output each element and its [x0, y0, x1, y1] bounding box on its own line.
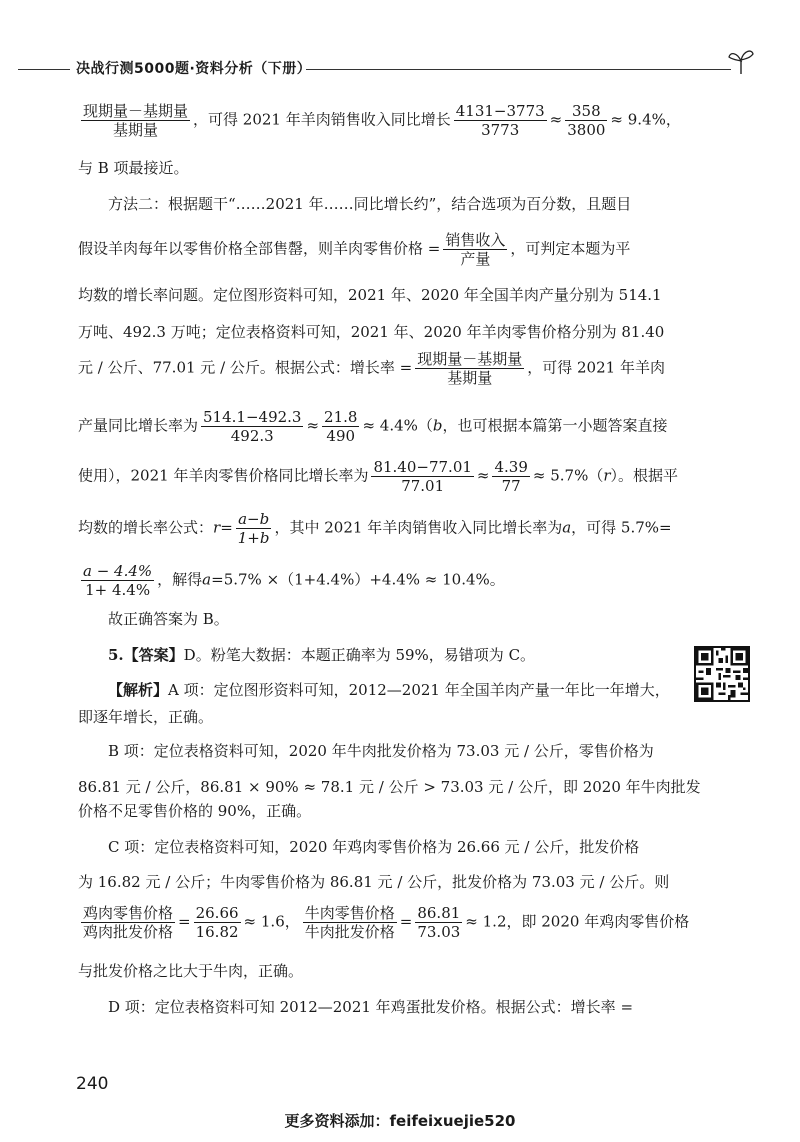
line-19: C 项：定位表格资料可知，2020 年鸡肉零售价格为 26.66 元 / 公斤，批发价格: [108, 838, 640, 856]
line-11: $\frac{a - 4.4\%}{1+ 4.4\%}$ ，解得a=5.7% ×（1+4.4%）+4.4% ≈ 10.4%。: [83, 562, 505, 599]
formula-growth-rate: $\frac{\text{现期量－基期量}}{\text{基期量}}$: [83, 102, 189, 139]
line-3: 方法二：根据题干“……2021 年……同比增长约”，结合选项为百分数，且题目: [108, 195, 632, 213]
line-10: 均数的增长率公式：r= $\frac{a-b}{1+b}$ ，其中 2021 年羊肉销售收入同比增长率为a，可得 5.7%=: [78, 510, 672, 547]
line-5: 均数的增长率问题。定位图形资料可知，2021 年、2020 年全国羊肉产量分别为 514.1: [78, 286, 662, 304]
formula-fraction: $\frac{358}{3800}$: [567, 102, 606, 139]
formula-fraction: $\frac{4131-3773}{3773}$: [455, 102, 545, 139]
formula-fraction: $\frac{514.1-492.3}{492.3}$: [203, 408, 302, 445]
line-7: 元 / 公斤、77.01 元 / 公斤。根据公式：增长率 = $\frac{\text{现期量－基期量}}{\text{基期量}}$ ，可得 2021 年羊肉: [78, 350, 665, 387]
formula-fraction: $\frac{a - 4.4\%}{1+ 4.4\%}$: [83, 562, 153, 599]
formula-fraction: $\frac{21.8}{490}$: [324, 408, 358, 445]
line-1: $\frac{\text{现期量－基期量}}{\text{基期量}}$ ，可得 2021 年羊肉销售收入同比增长 $\frac{4131-3773}{3773}$ ≈ $\frac{358}{3800}$ ≈ 9.4%，: [83, 102, 681, 139]
page-header: [0, 54, 800, 84]
line-20: 为 16.82 元 / 公斤；牛肉零售价格为 86.81 元 / 公斤，批发价格为 73.03 元 / 公斤。则: [78, 873, 670, 891]
line-9: 使用），2021 年羊肉零售价格同比增长率为 $\frac{81.40-77.01}{77.01}$ ≈ $\frac{4.39}{77}$ ≈ 5.7%（r）。根据平: [78, 458, 679, 495]
formula-fraction: $\frac{81.40-77.01}{77.01}$: [373, 458, 472, 495]
line-22: 与批发价格之比大于牛肉，正确。: [78, 962, 304, 980]
line-14: 【解析】A 项：定位图形资料可知，2012—2021 年全国羊肉产量一年比一年增大，: [108, 681, 670, 699]
page-number: 240: [76, 1074, 109, 1094]
line-17: 86.81 元 / 公斤，86.81 × 90% ≈ 78.1 元 / 公斤 > 73.03 元 / 公斤，即 2020 年牛肉批发: [78, 778, 701, 796]
line-16: B 项：定位表格资料可知，2020 年牛肉批发价格为 73.03 元 / 公斤，零售价格为: [108, 742, 654, 760]
line-15: 即逐年增长，正确。: [78, 708, 214, 726]
formula-fraction: $\frac{\text{鸡肉零售价格}}{\text{鸡肉批发价格}}$: [83, 904, 174, 941]
line-21: $\frac{\text{鸡肉零售价格}}{\text{鸡肉批发价格}}$ = $\frac{26.66}{16.82}$ ≈ 1.6， $\frac{\text{牛肉零售价格}}{\text{牛肉批发价格}}$ = $\frac{86.81}{73.03}$ ≈ 1.2，即 2020 年鸡肉零售价格: [83, 904, 690, 941]
qr-code-icon: [694, 646, 750, 702]
line-18: 价格不足零售价格的 90%，正确。: [78, 802, 312, 820]
book-title: 决战行测5000题·资料分析（下册）: [76, 61, 312, 77]
header-rule-left: [18, 69, 70, 70]
line-12: 故正确答案为 B。: [108, 610, 229, 628]
sprout-icon: [728, 46, 754, 76]
formula-fraction: $\frac{\text{牛肉零售价格}}{\text{牛肉批发价格}}$: [304, 904, 395, 941]
formula-fraction: $\frac{4.39}{77}$: [494, 458, 528, 495]
line-23: D 项：定位表格资料可知 2012—2021 年鸡蛋批发价格。根据公式：增长率 =: [108, 998, 634, 1016]
line-13: 5.【答案】D。粉笔大数据：本题正确率为 59%，易错项为 C。: [108, 646, 536, 664]
line-2: 与 B 项最接近。: [78, 159, 189, 177]
formula-fraction: $\frac{86.81}{73.03}$: [417, 904, 461, 941]
footer-note: 更多资料添加：feifeixuejie520: [284, 1112, 516, 1130]
line-4: 假设羊肉每年以零售价格全部售罄，则羊肉零售价格 = $\frac{\text{销售收入}}{\text{产量}}$ ，可判定本题为平: [78, 231, 631, 268]
line-8: 产量同比增长率为 $\frac{514.1-492.3}{492.3}$ ≈ $\frac{21.8}{490}$ ≈ 4.4%（b，也可根据本篇第一小题答案直接: [78, 408, 668, 445]
formula-fraction: $\frac{26.66}{16.82}$: [195, 904, 239, 941]
line-6: 万吨、492.3 万吨；定位表格资料可知，2021 年、2020 年羊肉零售价格分别为 81.40: [78, 323, 665, 341]
header-rule-right: [306, 69, 731, 70]
formula-average-growth: $\frac{a-b}{1+b}$: [237, 510, 270, 547]
formula-growth-rate: $\frac{\text{现期量－基期量}}{\text{基期量}}$: [417, 350, 523, 387]
formula-fraction: $\frac{\text{销售收入}}{\text{产量}}$: [445, 231, 506, 268]
